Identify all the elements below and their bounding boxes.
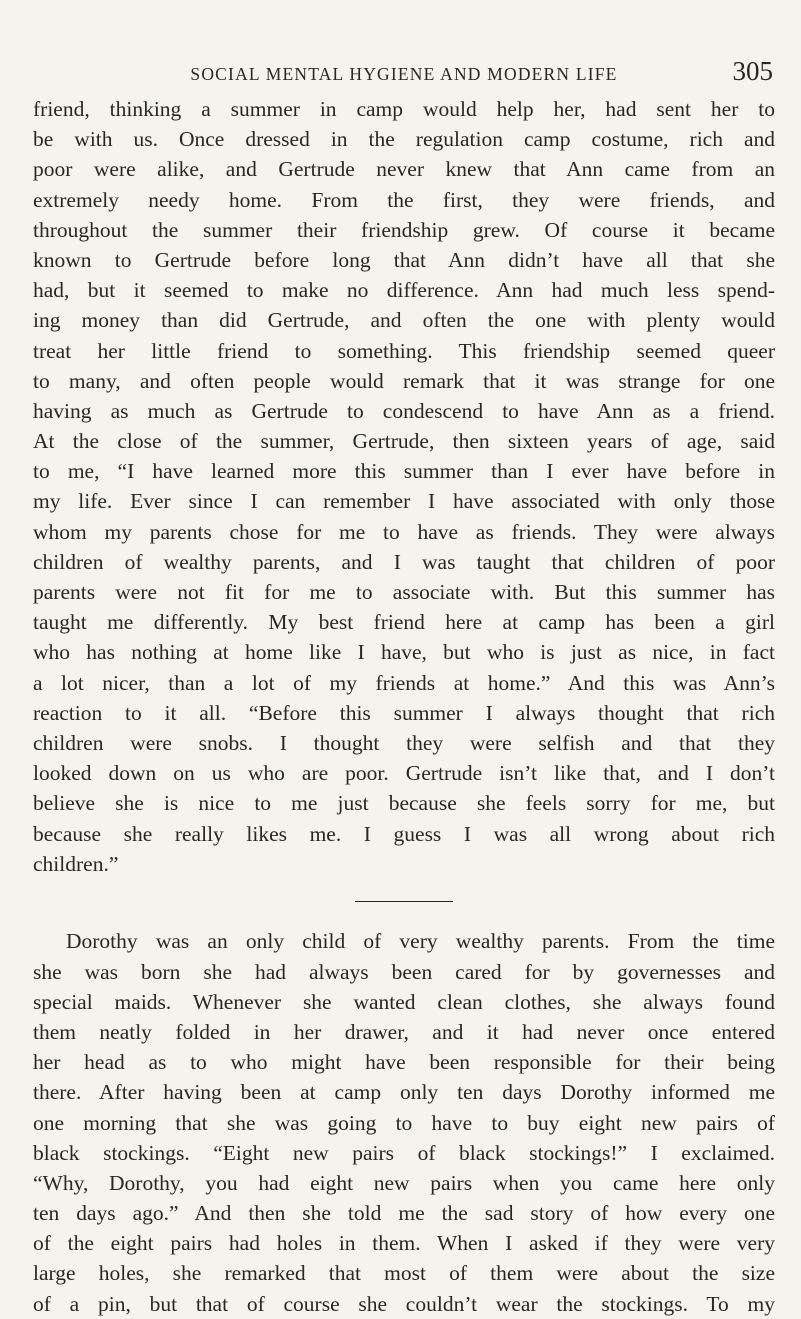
section-divider xyxy=(355,901,453,903)
text-line: reaction to it all. “Before this summer I always thought that rich xyxy=(33,700,775,725)
text-line: extremely needy home. From the first, they were friends, and xyxy=(33,187,775,212)
text-line: children were snobs. I thought they were selfish and that they xyxy=(33,730,775,755)
text-line: friend, thinking a summer in camp would help her, had sent her to xyxy=(33,97,775,121)
text-line: Dorothy was an only child of very wealthy parents. From the time xyxy=(66,929,775,954)
text-line: children.” xyxy=(33,851,119,876)
text-line: ten days ago.” And then she told me the sad story of how every one xyxy=(33,1201,775,1226)
text-line: large holes, she remarked that most of them were about the size xyxy=(33,1261,775,1286)
text-line: having as much as Gertrude to condescend to have Ann as a friend. xyxy=(33,398,775,423)
text-line: special maids. Whenever she wanted clean clothes, she always found xyxy=(33,989,775,1014)
paragraph-dorothy xyxy=(33,926,775,1318)
text-line: my life. Ever since I can remember I have associated with only those xyxy=(33,489,775,514)
text-line: be with us. Once dressed in the regulation camp costume, rich and xyxy=(33,127,775,152)
running-header xyxy=(33,56,775,94)
text-line: of a pin, but that of course she couldn’t wear the stockings. To my xyxy=(33,1291,775,1316)
text-line: “Why, Dorothy, you had eight new pairs when you came here only xyxy=(33,1170,775,1195)
text-line: looked down on us who are poor. Gertrude isn’t like that, and I don’t xyxy=(33,761,775,786)
text-line: a lot nicer, than a lot of my friends at home.” And this was Ann’s xyxy=(33,670,775,695)
text-line: her head as to who might have been responsible for their being xyxy=(33,1050,775,1075)
text-line: poor were alike, and Gertrude never knew that Ann came from an xyxy=(33,157,775,182)
running-title: SOCIAL MENTAL HYGIENE AND MODERN LIFE xyxy=(190,64,618,84)
text-line: them neatly folded in her drawer, and it had never once entered xyxy=(33,1019,775,1044)
text-line: ing money than did Gertrude, and often the one with plenty would xyxy=(33,308,775,333)
text-line: she was born she had always been cared for by governesses and xyxy=(33,959,775,984)
text-line: had, but it seemed to make no difference. Ann had much less spend- xyxy=(33,278,775,303)
text-line: whom my parents chose for me to have as friends. They were always xyxy=(33,519,775,544)
text-line: treat her little friend to something. This friendship seemed queer xyxy=(33,338,775,363)
text-line: taught me differently. My best friend here at camp has been a girl xyxy=(33,610,775,635)
text-line: to many, and often people would remark that it was strange for one xyxy=(33,368,775,393)
text-line: because she really likes me. I guess I was all wrong about rich xyxy=(33,821,775,846)
text-line: who has nothing at home like I have, but who is just as nice, in fact xyxy=(33,640,775,665)
text-line: to me, “I have learned more this summer than I ever have before in xyxy=(33,459,775,484)
page-number: 305 xyxy=(732,56,773,86)
text-line: black stockings. “Eight new pairs of black stockings!” I exclaimed. xyxy=(33,1140,775,1165)
paragraph-gertrude-ann xyxy=(33,94,775,879)
text-line: parents were not fit for me to associate with. But this summer has xyxy=(33,580,775,604)
text-line: believe she is nice to me just because she feels sorry for me, but xyxy=(33,791,775,816)
text-line: known to Gertrude before long that Ann didn’t have all that she xyxy=(33,247,775,272)
text-line: one morning that she was going to have to buy eight new pairs of xyxy=(33,1110,775,1135)
text-line: there. After having been at camp only ten days Dorothy informed me xyxy=(33,1080,775,1105)
text-line: throughout the summer their friendship grew. Of course it became xyxy=(33,217,775,242)
text-line: of the eight pairs had holes in them. When I asked if they were very xyxy=(33,1231,775,1256)
text-line: At the close of the summer, Gertrude, then sixteen years of age, said xyxy=(33,429,775,454)
text-line: children of wealthy parents, and I was taught that children of poor xyxy=(33,549,775,574)
